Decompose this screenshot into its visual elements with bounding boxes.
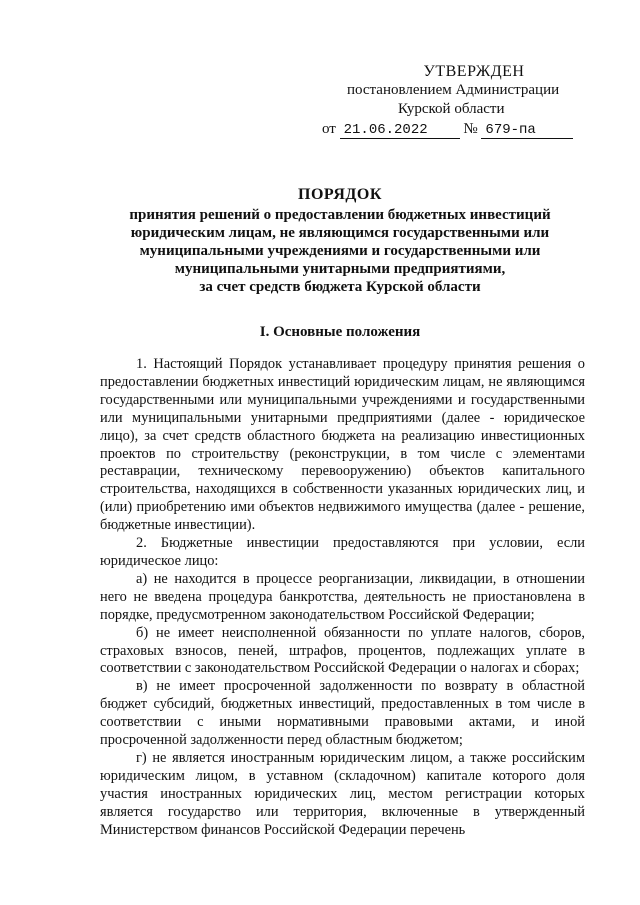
paragraph: г) не является иностранным юридическим лицом, а также российским юридическим лицом, в уставном (складочном) капитале которого доля участия иностранных юридических лиц, местом регистрации которых является государство или территория, включенные в утвержденный Министерством финансов Российской Федерации перечень	[100, 749, 585, 838]
paragraph: б) не имеет неисполненной обязанности по уплате налогов, сборов, страховых взносов, пеней, штрафов, процентов, подлежащих уплате в соответствии с законодательством Российской Федерации о налогах и сборах;	[100, 624, 585, 677]
approval-line-1: постановлением Администрации	[347, 82, 560, 98]
paragraph: в) не имеет просроченной задолженности по возврату в областной бюджет субсидий, бюджетных инвестиций, предоставленных в том числе в соответствии с иными нормативными правовыми актами, и иной просроченной задолженности перед областным бюджетом;	[100, 678, 585, 749]
subtitle-line: муниципальными учреждениями и государственными или	[139, 243, 541, 259]
number-prefix: №	[463, 121, 478, 137]
paragraph: 2. Бюджетные инвестиции предоставляются при условии, если юридическое лицо:	[100, 535, 585, 569]
paragraph: а) не находится в процессе реорганизации, ликвидации, в отношении него не введена процедура банкротства, деятельность не приостановлена в порядке, предусмотренном законодательством Российской Федерации;	[100, 570, 585, 623]
section-heading: I. Основные положения	[259, 324, 421, 340]
approval-stamp	[300, 62, 600, 139]
approval-date-line	[322, 120, 600, 139]
document-title-block	[100, 186, 580, 296]
approval-title: УТВЕРЖДЕН	[423, 63, 525, 80]
date-prefix: от	[322, 121, 336, 137]
subtitle-line: принятия решений о предоставлении бюджетных инвестиций	[129, 207, 551, 223]
approval-line-2: Курской области	[398, 101, 505, 117]
subtitle-line: муниципальными унитарными предприятиями,	[174, 261, 506, 277]
approval-date: 21.06.2022	[340, 123, 460, 139]
subtitle-line: за счет средств бюджета Курской области	[199, 279, 481, 295]
subtitle-line: юридическим лицам, не являющимся государственными или	[130, 225, 550, 241]
document-title: ПОРЯДОК	[298, 186, 382, 203]
document-body	[100, 356, 585, 839]
approval-number: 679-па	[481, 123, 573, 139]
paragraph: 1. Настоящий Порядок устанавливает процедуру принятия решения о предоставлении бюджетных инвестиций юридическим лицам, не являющимся государственными или муниципальными учреждениями и государственными или муниципальными унитарными предприятиями (далее - юридическое лицо), за счет средств областного бюджета на реализацию инвестиционных проектов по строительству (реконструкции, в том числе с элементами реставрации, техническому перевооружению) объектов капитального строительства, находящихся в собственности указанных юридических лиц, и (или) приобретению ими объектов недвижимого имущества (далее - решение, бюджетные инвестиции).	[100, 356, 585, 534]
